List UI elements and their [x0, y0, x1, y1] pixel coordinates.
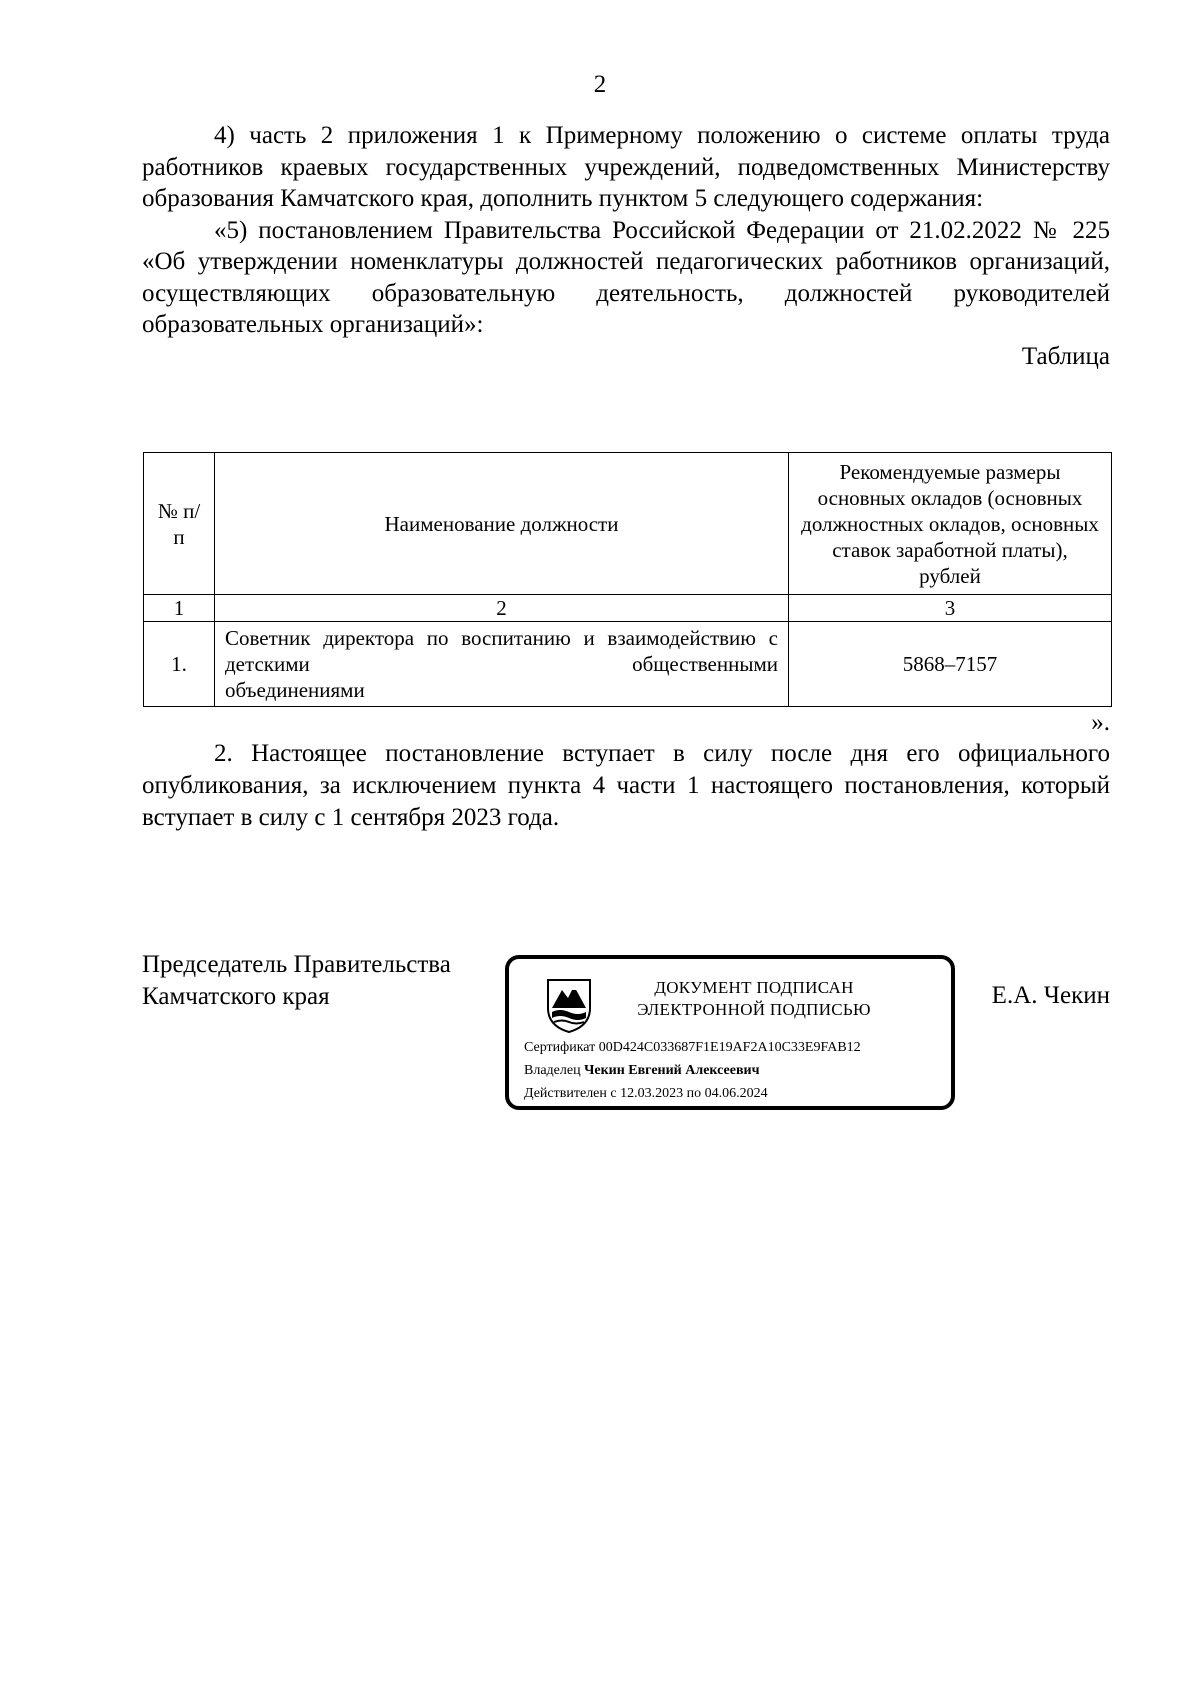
- paragraph-item-5: «5) постановлением Правительства Российской Федерации от 21.02.2022 № 225 «Об утверждении номенклатуры должностей педагогических работников организаций, осуществляющих образовательную деятельность, должностей руководителей образовательных организаций»:: [142, 216, 1110, 338]
- signer-title-line: Камчатского края: [142, 983, 330, 1010]
- column-number: 3: [789, 595, 1112, 622]
- owner-label: Владелец: [524, 1063, 581, 1078]
- certificate-label: Сертификат: [524, 1040, 596, 1055]
- row-position-last-line: объединениями: [225, 678, 365, 702]
- table-column-numbers-row: [144, 595, 1112, 622]
- valid-from: 12.03.2023: [620, 1086, 684, 1101]
- signer-name: Е.А. Чекин: [991, 982, 1110, 1009]
- closing-quote: ».: [1091, 709, 1110, 736]
- header-position: Наименование должности: [215, 453, 789, 595]
- stamp-validity: [524, 1085, 768, 1103]
- valid-to: 04.06.2024: [704, 1086, 768, 1101]
- row-salary: 5868–7157: [789, 622, 1112, 707]
- column-number: 1: [144, 595, 215, 622]
- signer-title-line: Председатель Правительства: [142, 951, 451, 978]
- table-row: [144, 622, 1112, 707]
- header-salary: Рекомендуемые размеры основных окладов (основных должностных окладов, основных ставок заработной платы), рублей: [789, 453, 1112, 595]
- table-header-row: [144, 453, 1112, 595]
- row-position-text: Советник директора по воспитанию и взаимодействию с детскими общественными: [225, 626, 778, 676]
- owner-value: Чекин Евгений Алексеевич: [584, 1063, 760, 1078]
- stamp-certificate: [524, 1039, 861, 1057]
- paragraph-item-4: 4) часть 2 приложения 1 к Примерному положению о системе оплаты труда работников краевых государственных учреждений, подведомственных Министерству образования Камчатского края, дополнить пунктом 5 следующего содержания:: [142, 122, 1110, 212]
- valid-to-label: по: [686, 1086, 702, 1101]
- stamp-header: [609, 977, 899, 1021]
- stamp-owner: [524, 1062, 759, 1080]
- electronic-signature-stamp: [505, 955, 955, 1110]
- stamp-header-line: ДОКУМЕНТ ПОДПИСАН: [654, 978, 854, 997]
- document-body: [142, 120, 1110, 372]
- table-caption: Таблица: [1021, 342, 1110, 370]
- paragraph-2: 2. Настоящее постановление вступает в силу после дня его официального опубликования, за исключением пункта 4 части 1 настоящего постановления, который вступает в силу с 1 сентября 2023 года.: [142, 740, 1110, 831]
- page-number: 2: [593, 71, 607, 98]
- kamchatka-coat-of-arms-icon: [544, 974, 594, 1034]
- certificate-value: 00D424C033687F1E19AF2A10C33E9FAB12: [598, 1040, 861, 1055]
- signer-title: [142, 949, 451, 1013]
- stamp-header-line: ЭЛЕКТРОННОЙ ПОДПИСЬЮ: [637, 1000, 871, 1019]
- valid-label: Действителен с: [524, 1086, 617, 1101]
- row-num: 1.: [144, 622, 215, 707]
- header-num: № п/п: [144, 453, 215, 595]
- row-position: [215, 622, 789, 707]
- positions-table: [143, 452, 1112, 707]
- column-number: 2: [215, 595, 789, 622]
